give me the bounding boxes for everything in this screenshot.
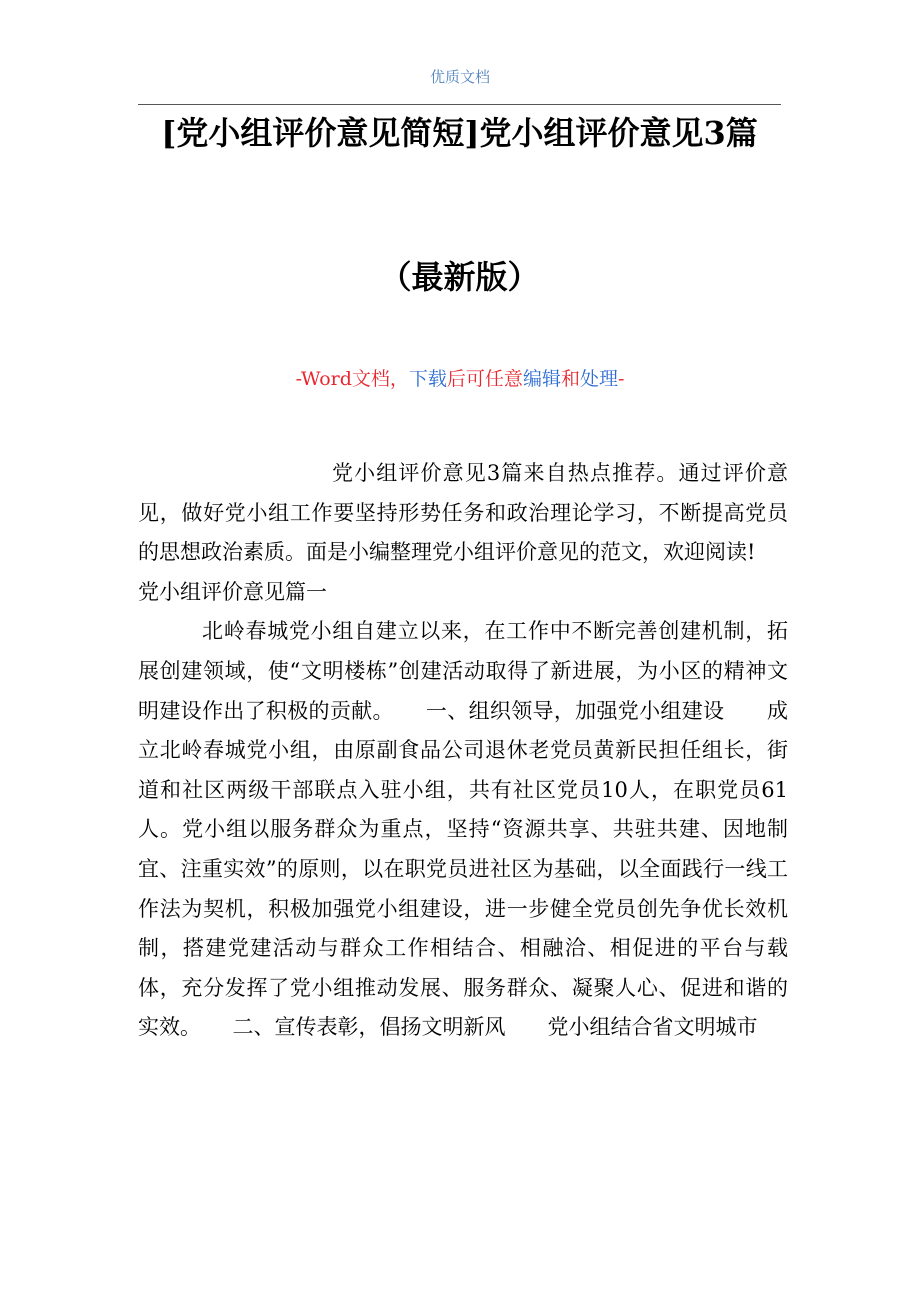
header-label: 优质文档 — [429, 68, 490, 86]
document-body — [138, 454, 788, 1048]
note-part: 后可任意 — [446, 368, 523, 390]
header-divider — [138, 104, 781, 105]
section-heading: 党小组评价意见篇一 — [138, 579, 327, 604]
note-part: 和 — [560, 368, 580, 390]
body-paragraph: 北岭春城党小组自建立以来，在工作中不断完善创建机制，拓展创建领域，使“文明楼栋”创建活动取得了新进展，为小区的精神文明建设作出了积极的贡献。 一、组织领导，加强党小组建设 成立北岭春城党小组，由原副食品公司退休老党员黄新民担任组长，街道和社区两级干部联点入驻小组，共有社区党员10人，在职党员61人。党小组以服务群众为重点，坚持“资源共享、共驻共建、因地制宜、注重实效”的原则，以在职党员进社区为基础，以全面践行一线工作法为契机，积极加强党小组建设，进一步健全党员创先争优长效机制，搭建党建活动与群众工作相结合、相融洽、相促进的平台与载体，充分发挥了党小组推动发展、服务群众、凝聚人心、促进和谐的实效。 二、宣传表彰，倡扬文明新风 党小组结合省文明城市 — [138, 619, 788, 1040]
note-part: 处理 — [579, 368, 618, 390]
document-subtitle: （最新版） — [379, 258, 540, 296]
edit-note — [0, 364, 920, 391]
body-paragraph: 党小组评价意见3篇来自热点推荐。通过评价意见，做好党小组工作要坚持形势任务和政治理论学习，不断提高党员的思想政治素质。面是小编整理党小组评价意见的范文，欢迎阅读! — [138, 461, 788, 565]
note-part: 编辑 — [522, 368, 561, 390]
note-part: - — [617, 368, 625, 390]
note-part: -Word文档， — [295, 368, 409, 390]
document-title: [党小组评价意见简短]党小组评价意见3篇 — [161, 114, 758, 152]
note-part: 下载 — [408, 368, 447, 390]
